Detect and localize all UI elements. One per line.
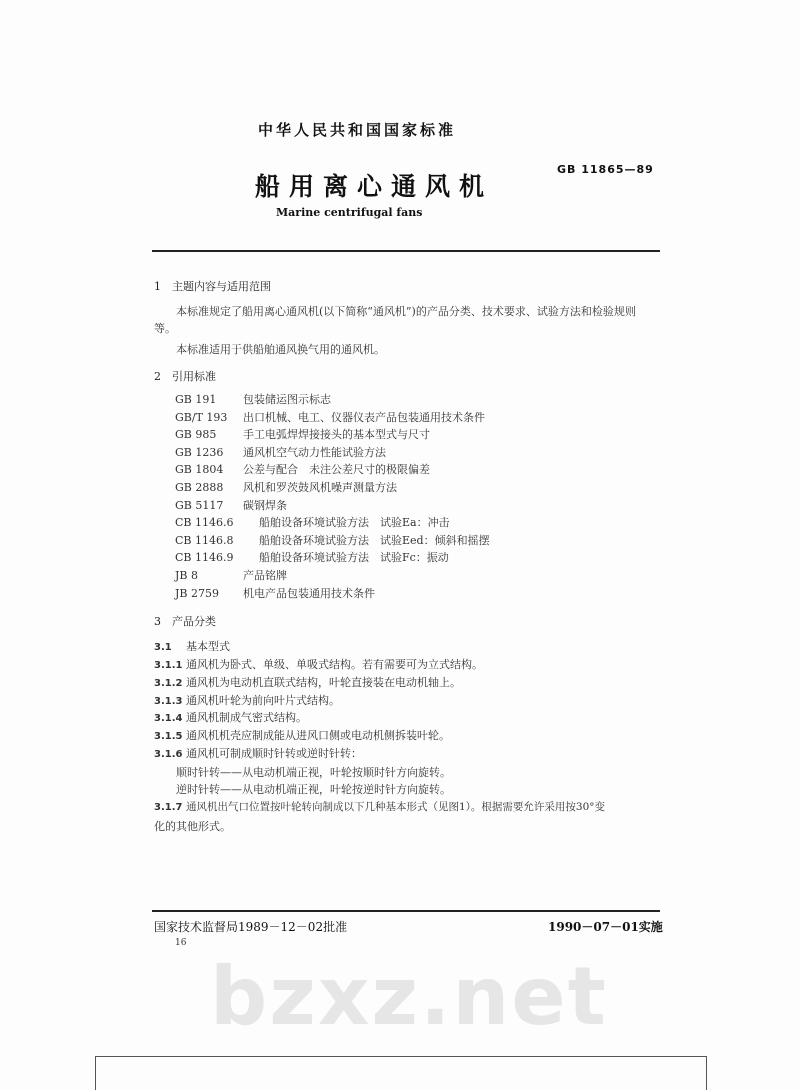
reference-code: GB 191 — [175, 393, 217, 406]
reference-item — [175, 497, 287, 513]
reference-title: 碳钢焊条 — [243, 498, 287, 512]
reference-item — [175, 479, 397, 495]
clause-item — [154, 745, 362, 761]
clause-text: 通风机为电动机直联式结构，叶轮直接装在电动机轴上。 — [186, 675, 461, 689]
clause-item — [154, 727, 450, 743]
reference-code: JB 8 — [175, 569, 198, 582]
section-2-heading: 2 引用标准 — [154, 370, 216, 383]
clause-number: 3.1.7 — [154, 802, 183, 813]
reference-code: JB 2759 — [175, 586, 219, 600]
reference-title: 船舶设备环境试验方法 试验Ea：冲击 — [259, 516, 450, 530]
reference-item — [175, 514, 450, 530]
clockwise-definition: 顺时针转——从电动机端正视，叶轮按顺时针方向旋转。 — [176, 766, 451, 779]
reference-code: GB 1804 — [175, 463, 224, 477]
reference-title: 机电产品包装通用技术条件 — [243, 586, 375, 600]
reference-item — [175, 567, 287, 583]
header-rule — [152, 250, 660, 252]
clause-title: 基本型式 — [186, 640, 230, 653]
next-page-frame — [95, 1056, 707, 1090]
clause-text: 通风机机壳应制成能从进风口侧或电动机侧拆装叶轮。 — [186, 729, 450, 743]
reference-item — [175, 461, 430, 477]
reference-title: 产品铭牌 — [243, 569, 287, 582]
reference-title: 通风机空气动力性能试验方法 — [243, 445, 386, 459]
footer-rule — [152, 910, 660, 912]
clause-number: 3.1 — [154, 642, 172, 653]
reference-code: CB 1146.9 — [175, 551, 234, 565]
reference-code: GB 1236 — [175, 445, 224, 459]
reference-title: 风机和罗茨鼓风机噪声测量方法 — [243, 481, 397, 494]
watermark: bzxz.net — [210, 950, 608, 1043]
clause-item — [154, 709, 307, 725]
clause-number: 3.1.3 — [154, 695, 183, 707]
reference-title: 出口机械、电工、仪器仪表产品包装通用技术条件 — [243, 410, 485, 424]
english-title: Marine centrifugal fans — [276, 206, 423, 219]
reference-title: 手工电弧焊焊接接头的基本型式与尺寸 — [243, 428, 430, 442]
section-3-heading: 3 产品分类 — [154, 615, 216, 628]
counterclockwise-definition: 逆时针转——从电动机端正视，叶轮按逆时针方向旋转。 — [176, 783, 451, 796]
paragraph: 等。 — [154, 322, 176, 335]
reference-code: CB 1146.8 — [175, 533, 234, 547]
reference-item — [175, 585, 375, 601]
reference-item — [175, 409, 485, 425]
document-title: 船用离心通风机 — [255, 172, 494, 201]
clause-item — [154, 674, 461, 690]
reference-code: GB 2888 — [175, 481, 224, 494]
page-number: 16 — [175, 938, 187, 948]
reference-title: 船舶设备环境试验方法 试验Fc：振动 — [259, 551, 449, 565]
clause-text: 通风机为卧式、单级、单吸式结构。若有需要可为立式结构。 — [186, 658, 483, 671]
reference-item — [175, 426, 430, 442]
reference-title: 船舶设备环境试验方法 试验Eed：倾斜和摇摆 — [259, 533, 490, 547]
paragraph: 本标准规定了船用离心通风机(以下简称“通风机”)的产品分类、技术要求、试验方法和检验规则 — [176, 305, 636, 318]
reference-item — [175, 532, 490, 548]
reference-item — [175, 391, 331, 407]
clause-continuation: 化的其他形式。 — [154, 820, 231, 833]
clause-text: 通风机出气口位置按叶轮转向制成以下几种基本形式（见图1）。根据需要允许采用按30°变 — [186, 801, 606, 813]
reference-title: 包装储运图示标志 — [243, 393, 331, 406]
reference-code: GB/T 193 — [175, 410, 228, 424]
reference-code: GB 985 — [175, 428, 217, 442]
clause-number: 3.1.1 — [154, 660, 183, 671]
reference-code: GB 5117 — [175, 498, 224, 512]
effective-date: 1990－07－01实施 — [548, 920, 663, 934]
reference-item — [175, 444, 386, 460]
reference-code: CB 1146.6 — [175, 516, 234, 530]
clause-3-1-7 — [154, 799, 605, 814]
reference-title: 公差与配合 未注公差尺寸的极限偏差 — [243, 463, 430, 477]
clause-item — [154, 692, 340, 708]
clause-text: 通风机可制成顺时针转或逆时针转： — [186, 747, 362, 760]
clause-number: 3.1.2 — [154, 677, 183, 689]
clause-number: 3.1.4 — [154, 713, 183, 725]
paragraph: 本标准适用于供船舶通风换气用的通风机。 — [176, 343, 385, 356]
clause-number: 3.1.6 — [154, 749, 183, 760]
national-standard-label: 中华人民共和国国家标准 — [258, 121, 457, 139]
standard-number: GB 11865—89 — [557, 163, 654, 176]
clause-number: 3.1.5 — [154, 731, 183, 743]
approval-date: 国家技术监督局1989－12－02批准 — [154, 920, 348, 934]
clause-text: 通风机制成气密式结构。 — [186, 711, 307, 725]
subsection-3-1 — [154, 638, 230, 654]
clause-item — [154, 656, 483, 672]
section-1-heading: 1 主题内容与适用范围 — [154, 280, 271, 293]
clause-text: 通风机叶轮为前向叶片式结构。 — [186, 693, 340, 707]
reference-item — [175, 549, 449, 565]
